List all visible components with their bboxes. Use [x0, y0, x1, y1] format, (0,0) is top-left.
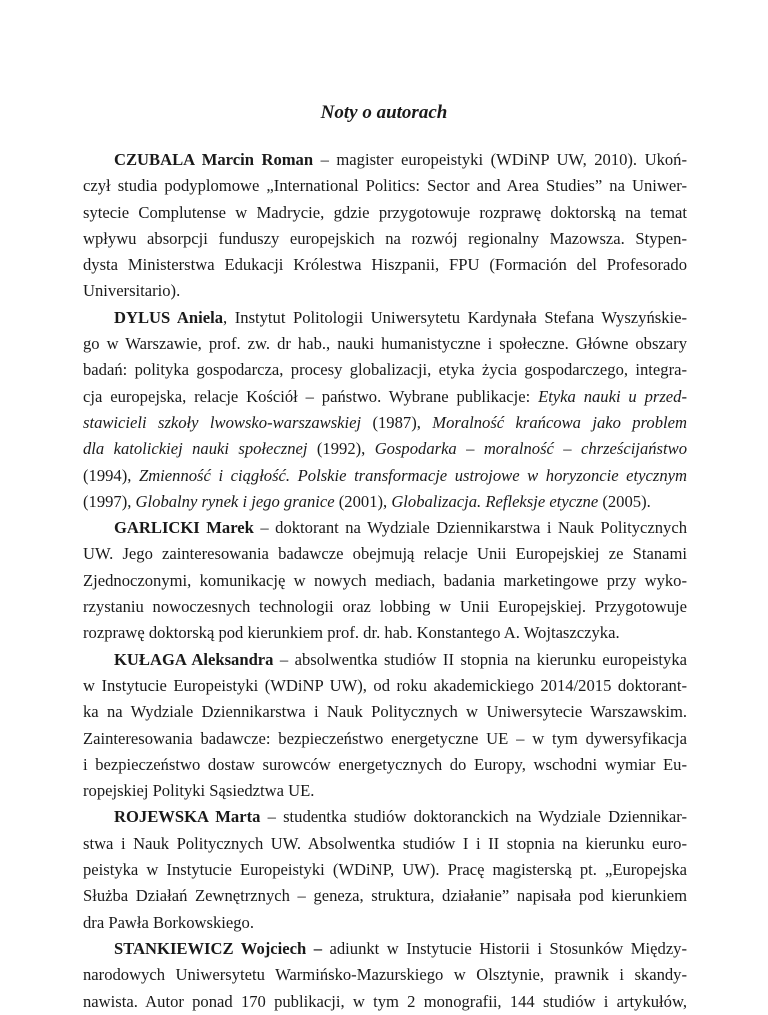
text-segment: (2001),: [334, 491, 392, 511]
text-line: [83, 752, 687, 778]
text-line: [83, 305, 687, 331]
text-line: [83, 594, 687, 620]
text-segment: (1992),: [307, 439, 375, 459]
text-segment: narodowych Uniwersytetu Warmińsko-Mazurskiego w Olsztynie, prawnik i skandy-: [83, 965, 687, 985]
text-segment: dra Pawła Borkowskiego.: [83, 912, 254, 932]
text-line: [83, 200, 687, 226]
text-segment: wpływu absorpcji funduszy europejskich na rozwój regionalny Mazowsza. Stypen-: [83, 228, 687, 248]
text-segment: – magister europeistyki (WDiNP UW, 2010). Ukoń-: [313, 150, 687, 169]
text-line: [83, 699, 687, 725]
text-segment: , Instytut Politologii Uniwersytetu Kardynała Stefana Wyszyńskie-: [223, 307, 688, 327]
text-line: [83, 910, 687, 936]
text-line: [83, 357, 687, 383]
publication-title: Moralność krańcowa jako problem: [432, 412, 687, 432]
text-line: [83, 726, 687, 752]
text-segment: dysta Ministerstwa Edukacji Królestwa Hiszpanii, FPU (Formación del Profesorado: [83, 255, 687, 275]
publication-title: Zmienność i ciągłość. Polskie transformacje ustrojowe w horyzoncie etycznym: [138, 465, 687, 485]
publication-title: stawicieli szkoły lwowsko-warszawskiej: [83, 412, 362, 432]
author-name: STANKIEWICZ Wojciech –: [114, 938, 323, 958]
publication-title: Gospodarka – moralność – chrześcijaństwo: [374, 439, 687, 459]
author-name: DYLUS Aniela: [114, 307, 224, 327]
text-line: [83, 436, 687, 462]
text-line: [83, 989, 687, 1015]
text-line: [83, 515, 687, 541]
text-segment: stwa i Nauk Politycznych UW. Absolwentka studiów I i II stopnia na kierunku euro-: [83, 833, 687, 853]
text-segment: ka na Wydziale Dziennikarstwa i Nauk Politycznych w Uniwersytecie Warszawskim.: [83, 702, 687, 722]
publication-title: dla katolickiej nauki społecznej: [83, 439, 308, 459]
text-line: [83, 857, 687, 883]
text-segment: Służba Działań Zewnętrznych – geneza, struktura, działanie” napisała pod kierunkiem: [83, 886, 687, 906]
text-segment: – absolwentka studiów II stopnia na kierunku europeistyka: [273, 649, 687, 669]
text-segment: – doktorant na Wydziale Dziennikarstwa i Nauk Politycznych: [253, 518, 688, 538]
text-segment: sytecie Complutense w Madrycie, gdzie przygotowuje rozprawę doktorską na temat: [83, 202, 687, 222]
author-name: GARLICKI Marek: [114, 518, 254, 538]
text-line: [83, 962, 687, 988]
text-segment: Zjednoczonymi, komunikację w nowych mediach, badania marketingowe przy wyko-: [83, 570, 687, 590]
text-line: [83, 620, 687, 646]
publication-title: Globalizacja. Refleksje etyczne: [391, 491, 599, 511]
text-line: [83, 541, 687, 567]
text-segment: w Instytucie Europeistyki (WDiNP UW), od roku akademickiego 2014/2015 doktorant-: [83, 675, 687, 695]
author-name: ROJEWSKA Marta: [114, 807, 261, 827]
text-line: [83, 936, 687, 962]
text-segment: – studentka studiów doktoranckich na Wydziale Dziennikar-: [260, 807, 687, 827]
text-segment: UW. Jego zainteresowania badawcze obejmują relacje Unii Europejskiej ze Stanami: [83, 544, 687, 564]
text-line: [83, 831, 687, 857]
text-line: [83, 384, 687, 410]
text-line: [83, 568, 687, 594]
text-segment: Zainteresowania badawcze: bezpieczeństwo energetyczne UE – w tym dywersyfikacja: [83, 728, 687, 748]
text-segment: (1994),: [83, 465, 139, 485]
text-segment: (1987),: [361, 412, 433, 432]
text-segment: czył studia podyplomowe „International Politics: Sector and Area Studies” na Uniwer-: [83, 176, 687, 196]
text-segment: Universitario).: [83, 281, 181, 301]
text-line: [83, 647, 687, 673]
publication-title: Etyka nauki u przed-: [538, 386, 687, 406]
publication-title: Globalny rynek i jego granice: [135, 491, 335, 511]
text-segment: cja europejska, relacje Kościół – państwo. Wybrane publikacje:: [83, 386, 539, 406]
author-name: CZUBALA Marcin Roman: [114, 150, 314, 169]
text-segment: (2005).: [598, 491, 651, 511]
text-line: [83, 331, 687, 357]
text-segment: ropejskiej Polityki Sąsiedztwa UE.: [83, 781, 315, 801]
text-segment: peistyka w Instytucie Europeistyki (WDiNP, UW). Pracę magisterską pt. „Europejska: [83, 860, 687, 880]
author-name: KUŁAGA Aleksandra: [114, 649, 274, 669]
text-line: [83, 804, 687, 830]
text-segment: badań: polityka gospodarcza, procesy globalizacji, etyka życia gospodarczego, integra-: [83, 360, 687, 380]
text-line: [83, 883, 687, 909]
text-segment: rzystaniu nowoczesnych technologii oraz lobbing w Unii Europejskiej. Przygotowuje: [83, 597, 687, 617]
text-segment: nawista. Autor ponad 170 publikacji, w tym 2 monografii, 144 studiów i artykułów,: [83, 991, 687, 1011]
text-segment: (1997),: [83, 491, 136, 511]
text-line: [83, 489, 687, 515]
text-line: [83, 147, 687, 173]
text-line: [83, 252, 687, 278]
text-line: [83, 226, 687, 252]
text-segment: go w Warszawie, prof. zw. dr hab., nauki humanistyczne i społeczne. Główne obszary: [83, 334, 687, 354]
text-line: [83, 410, 687, 436]
text-segment: adiunkt w Instytucie Historii i Stosunków Między-: [322, 938, 688, 958]
text-segment: rozprawę doktorską pod kierunkiem prof. dr. hab. Konstantego A. Wojtaszczyka.: [83, 623, 620, 643]
text-line: [83, 173, 687, 199]
page-title: Noty o autorach: [320, 102, 448, 123]
text-segment: i bezpieczeństwo dostaw surowców energetycznych do Europy, wschodni wymiar Eu-: [83, 754, 687, 774]
text-line: [83, 778, 687, 804]
author-notes-text: [83, 147, 687, 1015]
text-line: [83, 278, 687, 304]
text-line: [83, 463, 687, 489]
text-line: [83, 673, 687, 699]
